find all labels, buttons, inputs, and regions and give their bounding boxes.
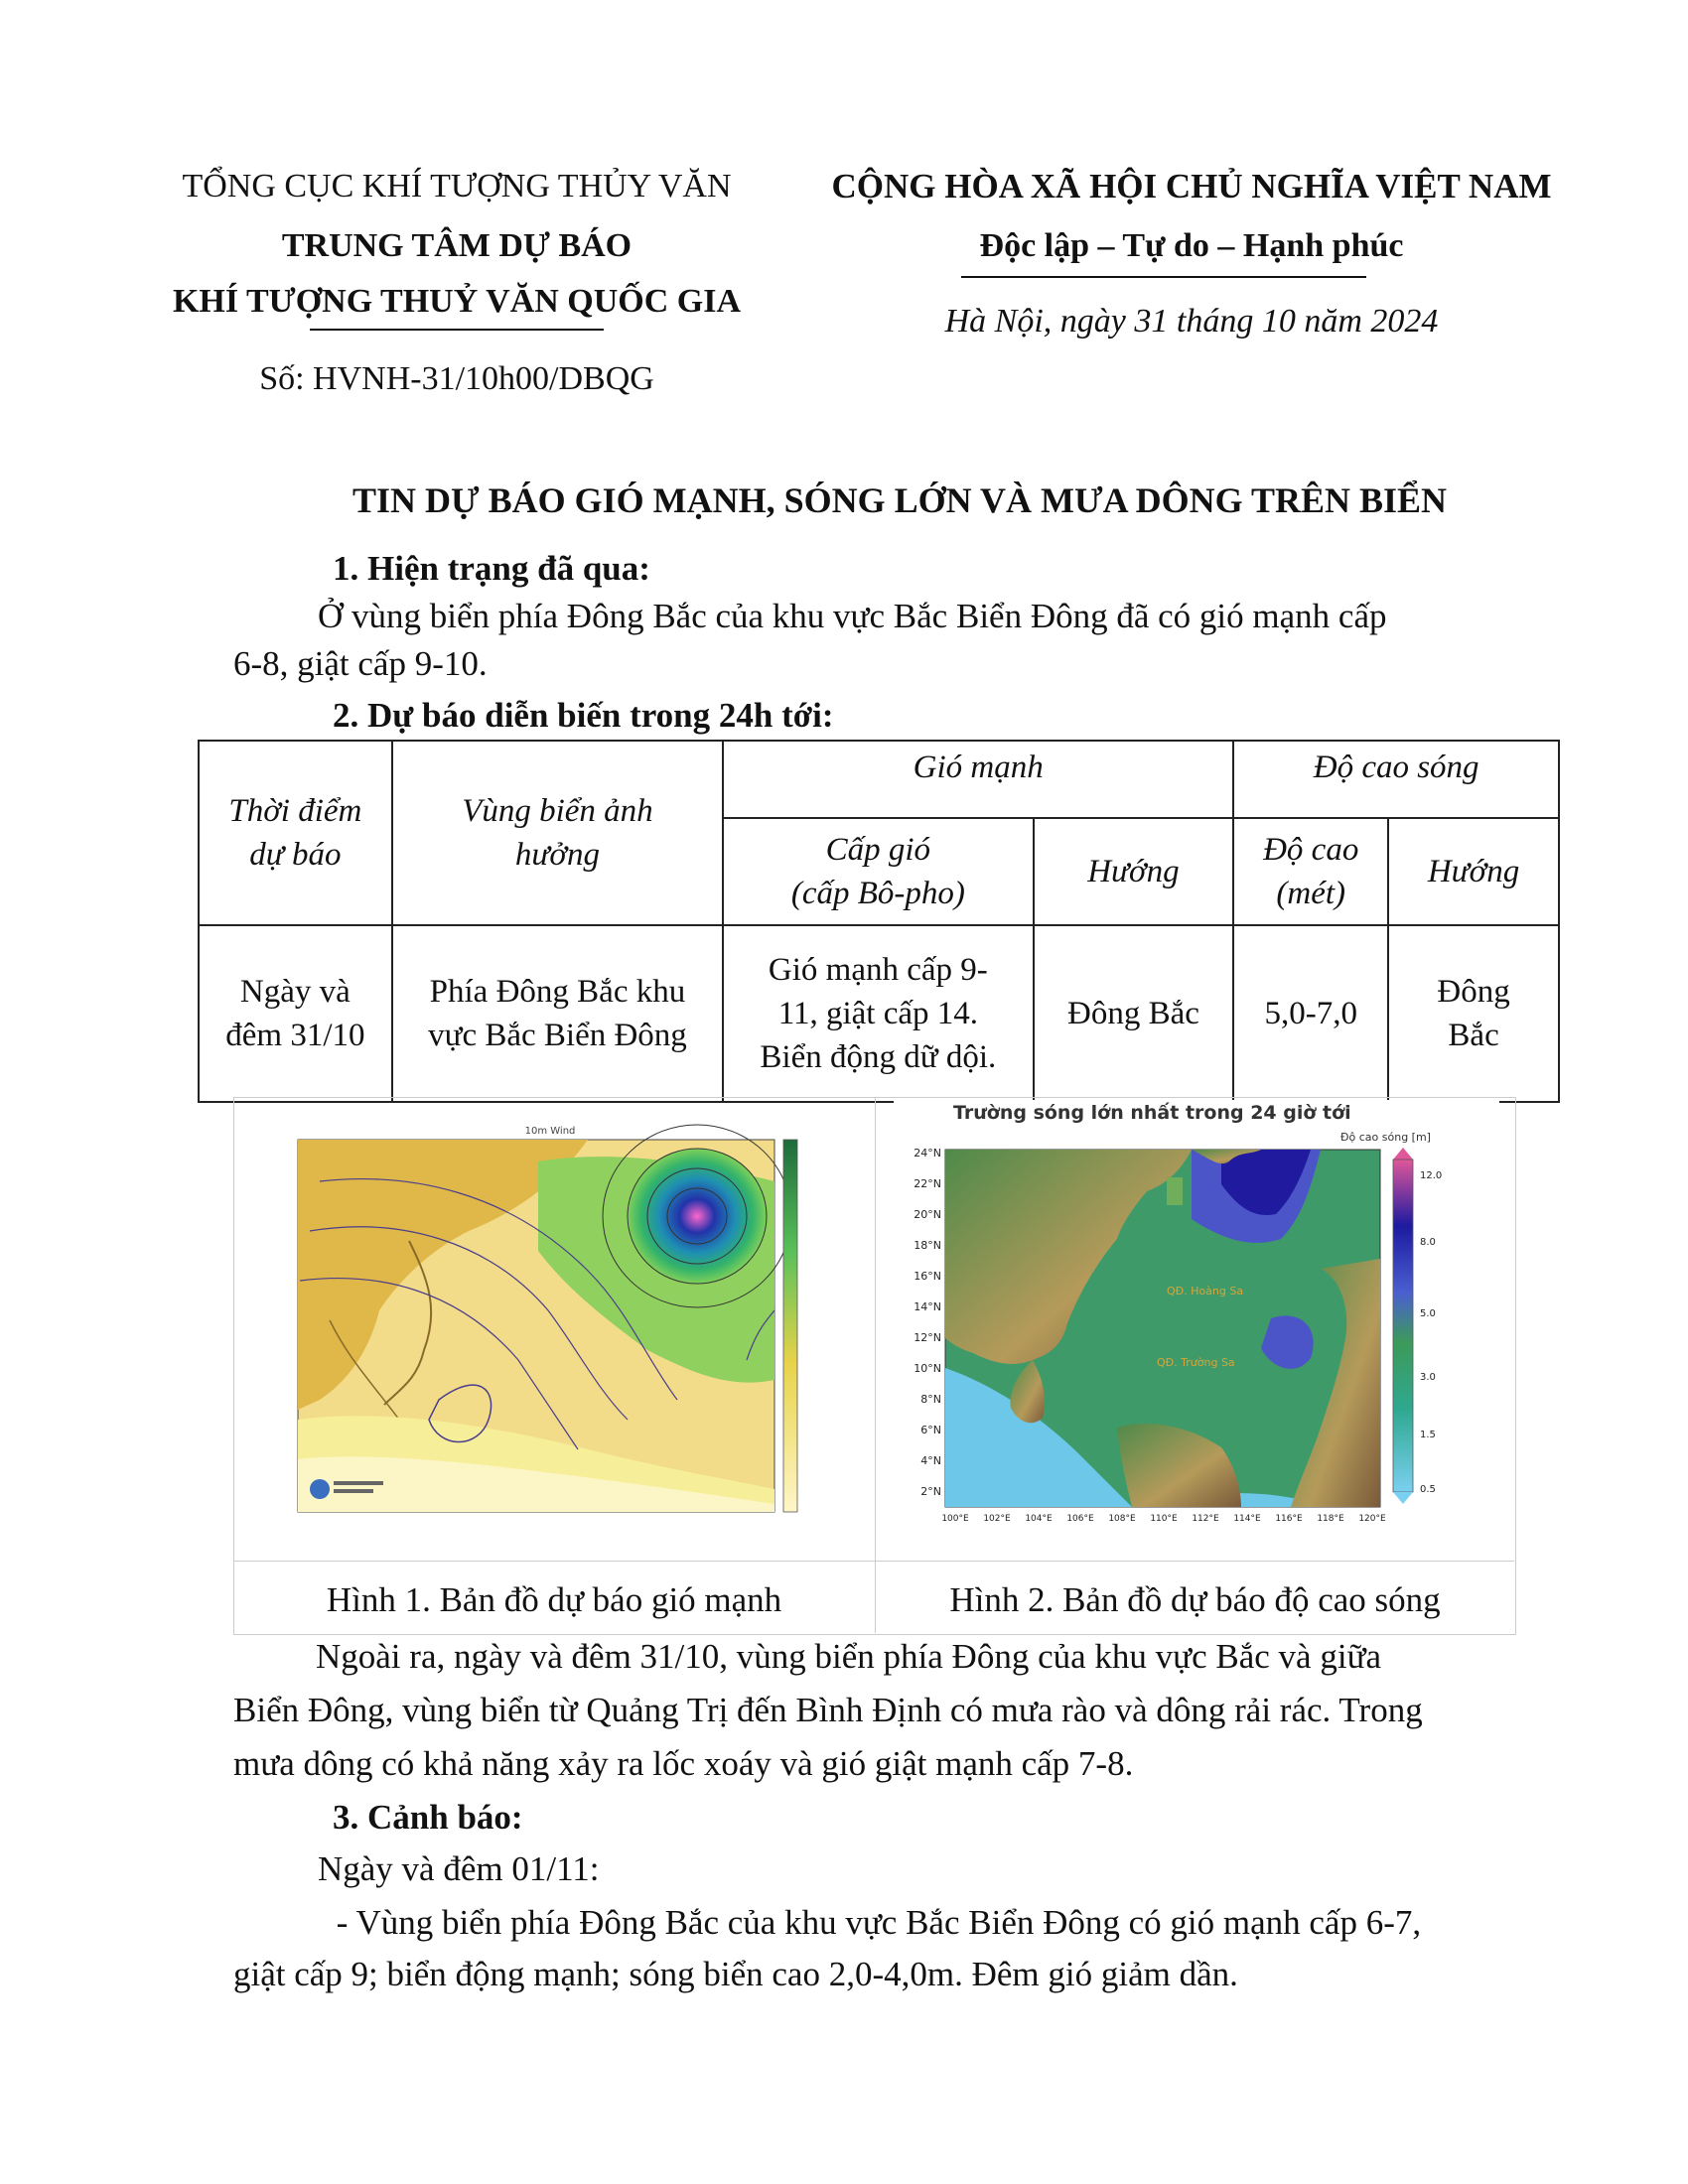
header-forecast-time: Thời điểm dự báo — [199, 741, 392, 925]
lat-tick: 8°N — [920, 1393, 941, 1406]
agency-name: TỔNG CỤC KHÍ TƯỢNG THỦY VĂN — [182, 168, 732, 205]
issue-date: Hà Nội, ngày 31 tháng 10 năm 2024 — [944, 303, 1439, 340]
header-wind-level: Cấp gió (cấp Bô-pho) — [723, 818, 1033, 925]
wind-map-title: 10m Wind — [524, 1126, 576, 1137]
right-header-rule — [961, 276, 1366, 278]
document-title: TIN DỰ BÁO GIÓ MẠNH, SÓNG LỚN VÀ MƯA DÔNG TRÊN BIỂN — [352, 480, 1448, 520]
lat-tick: 2°N — [920, 1485, 941, 1498]
document-number: Số: HVNH-31/10h00/DBQG — [259, 360, 654, 397]
cell-wave-direction: Đông Bắc — [1388, 925, 1559, 1102]
header-wave-height: Độ cao sóng — [1233, 741, 1559, 818]
label-truong-sa: QĐ. Trường Sa — [1157, 1356, 1235, 1369]
lat-tick: 4°N — [920, 1454, 941, 1467]
lat-tick: 20°N — [914, 1208, 941, 1221]
forecast-table — [198, 740, 1560, 1103]
figure2-caption: Hình 2. Bản đồ dự báo độ cao sóng — [949, 1580, 1441, 1619]
cell-time: Ngày và đêm 31/10 — [199, 925, 392, 1102]
section1-line1: Ở vùng biển phía Đông Bắc của khu vực Bắc Biển Đông đã có gió mạnh cấp — [318, 597, 1387, 635]
lon-tick: 118°E — [1317, 1514, 1344, 1524]
table-row — [199, 925, 1559, 1102]
legend-tick: 0.5 — [1420, 1484, 1436, 1495]
lon-tick: 120°E — [1358, 1514, 1386, 1524]
extra-para-line3: mưa dông có khả năng xảy ra lốc xoáy và gió giật mạnh cấp 7-8. — [233, 1744, 1134, 1783]
extra-para-line2: Biển Đông, vùng biển từ Quảng Trị đến Bình Định có mưa rào và dông rải rác. Trong — [233, 1691, 1423, 1729]
section2-heading: 2. Dự báo diễn biến trong 24h tới: — [333, 696, 834, 735]
lon-tick: 114°E — [1233, 1514, 1261, 1524]
cell-wave-height: 5,0-7,0 — [1233, 925, 1388, 1102]
lon-tick: 116°E — [1275, 1514, 1303, 1524]
lat-tick: 10°N — [914, 1362, 941, 1375]
captions-rule — [233, 1561, 1514, 1562]
section1-line2: 6-8, giật cấp 9-10. — [233, 644, 488, 683]
section3-heading: 3. Cảnh báo: — [333, 1798, 523, 1837]
lat-tick: 24°N — [914, 1147, 941, 1160]
left-header-rule — [310, 329, 604, 331]
figures-divider — [875, 1097, 876, 1633]
center-name-line1: TRUNG TÂM DỰ BÁO — [281, 227, 633, 264]
lat-tick: 14°N — [914, 1300, 941, 1313]
lon-tick: 110°E — [1150, 1514, 1178, 1524]
cell-wind-level: Gió mạnh cấp 9- 11, giật cấp 14. Biển động dữ dội. — [723, 925, 1033, 1102]
warning-line2: giật cấp 9; biển động mạnh; sóng biển cao 2,0-4,0m. Đêm gió giảm dần. — [233, 1955, 1238, 1993]
center-name-line2: KHÍ TƯỢNG THUỶ VĂN QUỐC GIA — [172, 283, 742, 320]
cell-wind-direction: Đông Bắc — [1034, 925, 1234, 1102]
legend-tick: 3.0 — [1420, 1372, 1436, 1383]
header-wind-direction: Hướng — [1034, 818, 1234, 925]
lon-tick: 106°E — [1066, 1514, 1094, 1524]
extra-para-line1: Ngoài ra, ngày và đêm 31/10, vùng biển phía Đông của khu vực Bắc và giữa — [316, 1637, 1382, 1676]
figure1-caption: Hình 1. Bản đồ dự báo gió mạnh — [326, 1580, 782, 1619]
warning-date: Ngày và đêm 01/11: — [318, 1849, 600, 1888]
wave-colorbar — [1393, 1160, 1413, 1492]
legend-tick: 12.0 — [1420, 1170, 1443, 1181]
label-hoang-sa: QĐ. Hoàng Sa — [1167, 1285, 1244, 1297]
lon-tick: 108°E — [1108, 1514, 1136, 1524]
legend-tick: 5.0 — [1420, 1308, 1436, 1319]
cell-area: Phía Đông Bắc khu vực Bắc Biển Đông — [392, 925, 723, 1102]
lat-tick: 16°N — [914, 1270, 941, 1283]
lat-tick: 22°N — [914, 1177, 941, 1190]
lat-tick: 18°N — [914, 1239, 941, 1252]
lon-tick: 112°E — [1192, 1514, 1219, 1524]
section1-heading: 1. Hiện trạng đã qua: — [333, 549, 650, 588]
warning-line1: - Vùng biển phía Đông Bắc của khu vực Bắc Biển Đông có gió mạnh cấp 6-7, — [328, 1903, 1422, 1942]
national-motto: Độc lập – Tự do – Hạnh phúc — [979, 227, 1404, 264]
wave-legend-title: Độ cao sóng [m] — [1340, 1131, 1431, 1144]
legend-tick: 8.0 — [1420, 1237, 1436, 1248]
lon-tick: 102°E — [983, 1514, 1011, 1524]
header-strong-wind: Gió mạnh — [723, 741, 1233, 818]
wave-map-title: Trường sóng lớn nhất trong 24 giờ tới — [953, 1102, 1351, 1124]
wave-forecast-map — [894, 1100, 1499, 1547]
header-wave-direction: Hướng — [1388, 818, 1559, 925]
lat-tick: 6°N — [920, 1424, 941, 1436]
lat-tick: 12°N — [914, 1331, 941, 1344]
header-wave-height-m: Độ cao (mét) — [1233, 818, 1388, 925]
header-affected-area: Vùng biển ảnh hưởng — [392, 741, 723, 925]
legend-tick: 1.5 — [1420, 1430, 1436, 1440]
lon-tick: 104°E — [1025, 1514, 1053, 1524]
wind-forecast-map — [290, 1122, 816, 1539]
lon-tick: 100°E — [941, 1514, 969, 1524]
country-name: CỘNG HÒA XÃ HỘI CHỦ NGHĨA VIỆT NAM — [831, 167, 1552, 205]
